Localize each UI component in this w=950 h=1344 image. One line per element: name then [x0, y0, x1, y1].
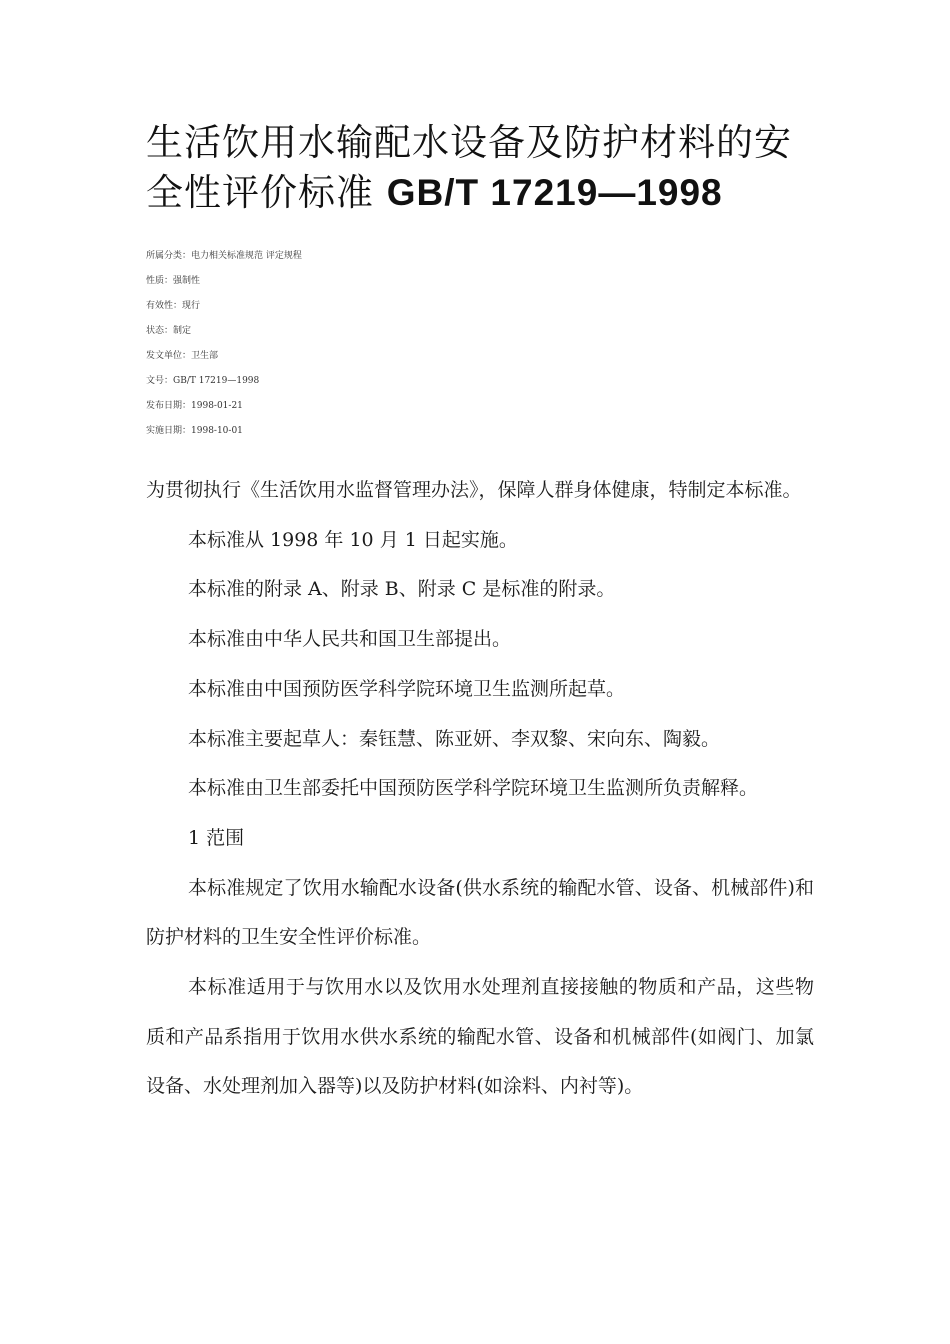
- meta-status: 状态：制定: [146, 326, 192, 336]
- paragraph-effective: 本标准从 1998 年 10 月 1 日起实施。: [188, 528, 518, 551]
- meta-validity: 有效性：现行: [146, 301, 201, 311]
- paragraph-proposer: 本标准由中华人民共和国卫生部提出。: [188, 628, 512, 651]
- paragraph-drafter-org: 本标准由中国预防医学科学院环境卫生监测所起草。: [188, 677, 626, 700]
- paragraph-scope-1: 本标准规定了饮用水输配水设备(供水系统的输配水管、设备、机械部件)和防护材料的卫生安全性评价标准。: [146, 876, 814, 949]
- meta-nature: 性质：强制性: [146, 276, 201, 286]
- section-heading-scope: 1 范围: [188, 826, 245, 849]
- meta-doc-number: 文号：GB/T 17219—1998: [146, 376, 260, 386]
- paragraph-drafters: 本标准主要起草人：秦钰慧、陈亚妍、李双黎、宋向东、陶毅。: [188, 727, 721, 750]
- paragraph-appendix: 本标准的附录 A、附录 B、附录 C 是标准的附录。: [188, 578, 616, 601]
- meta-issuer: 发文单位：卫生部: [146, 351, 219, 361]
- title-line-1: 生活饮用水输配水设备及防护材料的安: [146, 121, 792, 164]
- paragraph-interpretation: 本标准由卫生部委托中国预防医学科学院环境卫生监测所负责解释。: [188, 777, 759, 800]
- title-line-2: 全性评价标准: [146, 171, 387, 214]
- standard-code: GB/T 17219—1998: [386, 172, 723, 213]
- metadata-list: [146, 244, 646, 444]
- meta-publish-date: 发布日期：1998-01-21: [146, 401, 243, 411]
- meta-effective-date: 实施日期：1998-10-01: [146, 426, 243, 436]
- paragraph-preamble: 为贯彻执行《生活饮用水监督管理办法》，保障人群身体健康，特制定本标准。: [146, 479, 802, 501]
- paragraph-scope-2: 本标准适用于与饮用水以及饮用水处理剂直接接触的物质和产品，这些物质和产品系指用于饮用水供水系统的输配水管、设备和机械部件(如阀门、加氯设备、水处理剂加入器等)以及防护材料(如涂料、内衬等)。: [146, 976, 814, 1098]
- meta-category: 所属分类：电力相关标准规范 评定规程: [146, 251, 302, 261]
- document-body: [146, 466, 814, 1112]
- document-title: [146, 118, 826, 218]
